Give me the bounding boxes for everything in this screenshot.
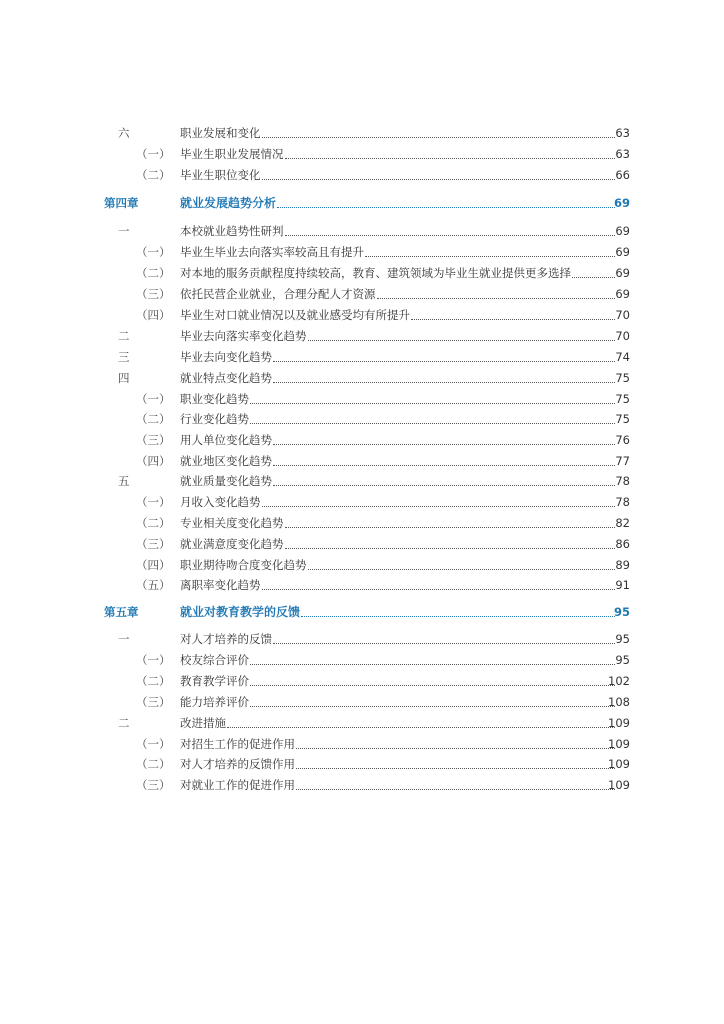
toc-entry-number: （二） bbox=[136, 674, 171, 688]
toc-entry-page: 63 bbox=[615, 126, 630, 140]
toc-entry-page: 76 bbox=[615, 433, 630, 447]
dot-leader bbox=[250, 402, 615, 404]
dot-leader bbox=[377, 297, 616, 299]
toc-entry-title: 就业特点变化趋势 bbox=[180, 371, 272, 385]
toc-entry-number: （三） bbox=[136, 433, 171, 447]
toc-entry-title: 毕业去向落实率变化趋势 bbox=[180, 329, 307, 343]
toc-entry-title: 对人才培养的反馈 bbox=[180, 632, 272, 646]
toc-entry-title: 就业满意度变化趋势 bbox=[180, 537, 284, 551]
toc-entry-title: 对就业工作的促进作用 bbox=[180, 778, 295, 792]
toc-entry-page: 74 bbox=[615, 350, 630, 364]
toc-entry-page: 75 bbox=[615, 412, 630, 426]
toc-entry-number: 一 bbox=[118, 224, 130, 238]
toc-entry-number: （一） bbox=[136, 653, 171, 667]
toc-entry-number: （四） bbox=[136, 308, 171, 322]
toc-entry-body bbox=[180, 433, 630, 447]
toc-entry-number: （三） bbox=[136, 695, 171, 709]
toc-entry-page: 102 bbox=[608, 674, 630, 688]
toc-entry-title: 就业质量变化趋势 bbox=[180, 474, 272, 488]
toc-entry-number: （二） bbox=[136, 168, 171, 182]
toc-entry-page: 86 bbox=[615, 537, 630, 551]
toc-entry-page: 89 bbox=[615, 558, 630, 572]
toc-chapter-entry[interactable] bbox=[100, 194, 630, 212]
toc-entry-body bbox=[180, 168, 630, 182]
toc-entry-title: 职业发展和变化 bbox=[180, 126, 261, 140]
dot-leader bbox=[262, 178, 616, 180]
dot-leader bbox=[285, 547, 616, 549]
toc-entry-body bbox=[180, 695, 630, 709]
toc-entry-page: 95 bbox=[615, 632, 630, 646]
dot-leader bbox=[308, 568, 616, 570]
toc-entry-body bbox=[180, 495, 630, 509]
toc-entry-body bbox=[180, 653, 630, 667]
dot-leader bbox=[273, 464, 615, 466]
toc-entry-body bbox=[180, 757, 630, 771]
dot-leader bbox=[365, 255, 615, 257]
dot-leader bbox=[296, 767, 615, 769]
toc-entry-body bbox=[180, 287, 630, 301]
toc-entry-title: 毕业生毕业去向落实率较高且有提升 bbox=[180, 245, 364, 259]
toc-entry-page: 69 bbox=[615, 287, 630, 301]
toc-entry-page: 69 bbox=[615, 224, 630, 238]
toc-entry-page: 78 bbox=[615, 495, 630, 509]
toc-entry[interactable] bbox=[100, 493, 630, 511]
toc-entry-title: 能力培养评价 bbox=[180, 695, 249, 709]
toc-entry-title: 对招生工作的促进作用 bbox=[180, 737, 295, 751]
toc-entry[interactable] bbox=[100, 124, 630, 142]
toc-entry-page: 75 bbox=[615, 392, 630, 406]
toc-entry[interactable] bbox=[100, 735, 630, 753]
dot-leader bbox=[273, 484, 615, 486]
toc-entry-body bbox=[180, 350, 630, 364]
dot-leader bbox=[250, 663, 615, 665]
toc-entry-page: 109 bbox=[608, 778, 630, 792]
toc-entry-number: 五 bbox=[118, 474, 130, 488]
dot-leader bbox=[285, 234, 616, 236]
toc-entry-number: 二 bbox=[118, 329, 130, 343]
toc-chapter-entry[interactable] bbox=[100, 603, 630, 621]
toc-entry-title: 就业地区变化趋势 bbox=[180, 454, 272, 468]
toc-entry-number: 四 bbox=[118, 371, 130, 385]
dot-leader bbox=[308, 339, 616, 341]
toc-entry-page: 95 bbox=[613, 605, 630, 619]
toc-entry-number: （四） bbox=[136, 558, 171, 572]
toc-entry-page: 66 bbox=[615, 168, 630, 182]
toc-entry-page: 77 bbox=[615, 454, 630, 468]
toc-entry-number: （五） bbox=[136, 578, 171, 592]
toc-entry[interactable] bbox=[100, 714, 630, 732]
toc-entry-number: 一 bbox=[118, 632, 130, 646]
toc-entry[interactable] bbox=[100, 535, 630, 553]
dot-leader bbox=[273, 642, 615, 644]
toc-entry-page: 70 bbox=[615, 308, 630, 322]
toc-entry-title: 对人才培养的反馈作用 bbox=[180, 757, 295, 771]
toc-entry[interactable] bbox=[100, 390, 630, 408]
dot-leader bbox=[273, 360, 615, 362]
toc-entry-number: 二 bbox=[118, 716, 130, 730]
toc-entry-title: 教育教学评价 bbox=[180, 674, 249, 688]
toc-entry[interactable] bbox=[100, 776, 630, 794]
toc-entry[interactable] bbox=[100, 222, 630, 240]
toc-entry-page: 63 bbox=[615, 147, 630, 161]
toc-entry[interactable] bbox=[100, 369, 630, 387]
toc-entry-body bbox=[180, 516, 630, 530]
toc-entry-number: 第四章 bbox=[104, 196, 139, 210]
toc-entry[interactable] bbox=[100, 672, 630, 690]
toc-entry-body bbox=[180, 147, 630, 161]
dot-leader bbox=[250, 705, 615, 707]
toc-entry[interactable] bbox=[100, 327, 630, 345]
toc-entry-title: 对本地的服务贡献程度持续较高，教育、建筑领域为毕业生就业提供更多选择 bbox=[180, 266, 571, 280]
dot-leader bbox=[296, 747, 615, 749]
dot-leader bbox=[277, 206, 615, 208]
toc-entry-page: 70 bbox=[615, 329, 630, 343]
toc-entry[interactable] bbox=[100, 306, 630, 324]
toc-entry-number: （三） bbox=[136, 287, 171, 301]
dot-leader bbox=[262, 588, 616, 590]
toc-entry[interactable] bbox=[100, 145, 630, 163]
toc-entry-title: 用人单位变化趋势 bbox=[180, 433, 272, 447]
toc-entry-body bbox=[180, 245, 630, 259]
toc-entry-body bbox=[180, 674, 630, 688]
toc-entry-body bbox=[180, 578, 630, 592]
toc-entry-title: 就业对教育教学的反馈 bbox=[180, 605, 301, 619]
toc-entry-page: 75 bbox=[615, 371, 630, 385]
toc-entry-number: 第五章 bbox=[104, 605, 139, 619]
toc-entry-body bbox=[180, 558, 630, 572]
toc-entry-page: 82 bbox=[615, 516, 630, 530]
toc-entry-title: 行业变化趋势 bbox=[180, 412, 249, 426]
toc-entry-body bbox=[180, 716, 630, 730]
toc-entry-title: 毕业生职位变化 bbox=[180, 168, 261, 182]
toc-entry-page: 108 bbox=[608, 695, 630, 709]
dot-leader bbox=[250, 684, 615, 686]
toc-entry-page: 69 bbox=[615, 245, 630, 259]
toc-entry-number: （一） bbox=[136, 147, 171, 161]
toc-entry-title: 离职率变化趋势 bbox=[180, 578, 261, 592]
toc-entry-body bbox=[180, 196, 630, 210]
toc-entry[interactable] bbox=[100, 576, 630, 594]
toc-entry-page: 109 bbox=[608, 757, 630, 771]
toc-entry-number: （二） bbox=[136, 412, 171, 426]
toc-entry-number: （二） bbox=[136, 757, 171, 771]
dot-leader bbox=[285, 157, 616, 159]
toc-entry-title: 职业期待吻合度变化趋势 bbox=[180, 558, 307, 572]
toc-entry-page: 78 bbox=[615, 474, 630, 488]
dot-leader bbox=[227, 726, 615, 728]
toc-entry-body bbox=[180, 632, 630, 646]
toc-entry-number: （一） bbox=[136, 495, 171, 509]
toc-entry-body bbox=[180, 392, 630, 406]
toc-entry-number: （一） bbox=[136, 392, 171, 406]
toc-entry-body bbox=[180, 737, 630, 751]
toc-entry-number: （一） bbox=[136, 245, 171, 259]
toc-entry[interactable] bbox=[100, 693, 630, 711]
toc-entry-page: 69 bbox=[615, 266, 630, 280]
toc-entry-title: 月收入变化趋势 bbox=[180, 495, 261, 509]
toc-entry-body bbox=[180, 778, 630, 792]
toc-entry-body bbox=[180, 308, 630, 322]
toc-entry-body bbox=[180, 329, 630, 343]
toc-entry[interactable] bbox=[100, 630, 630, 648]
toc-entry[interactable] bbox=[100, 431, 630, 449]
dot-leader bbox=[273, 381, 615, 383]
toc-entry-page: 109 bbox=[608, 737, 630, 751]
toc-entry-body bbox=[180, 371, 630, 385]
dot-leader bbox=[250, 422, 615, 424]
toc-entry-title: 专业相关度变化趋势 bbox=[180, 516, 284, 530]
toc-entry-body bbox=[180, 537, 630, 551]
toc-entry-number: （三） bbox=[136, 778, 171, 792]
toc-entry-page: 95 bbox=[615, 653, 630, 667]
toc-entry[interactable] bbox=[100, 410, 630, 428]
toc-entry-number: 六 bbox=[118, 126, 130, 140]
toc-entry-body bbox=[180, 454, 630, 468]
toc-entry-number: （二） bbox=[136, 266, 171, 280]
dot-leader bbox=[262, 136, 616, 138]
toc-entry-body bbox=[180, 266, 630, 280]
dot-leader bbox=[262, 505, 616, 507]
toc-entry-body bbox=[180, 224, 630, 238]
toc-entry[interactable] bbox=[100, 755, 630, 773]
toc-entry-body bbox=[180, 412, 630, 426]
toc-entry-body bbox=[180, 605, 630, 619]
toc-entry-page: 91 bbox=[615, 578, 630, 592]
toc-entry[interactable] bbox=[100, 285, 630, 303]
toc-entry[interactable] bbox=[100, 243, 630, 261]
toc-entry-title: 毕业生职业发展情况 bbox=[180, 147, 284, 161]
toc-entry[interactable] bbox=[100, 556, 630, 574]
toc-entry-body bbox=[180, 474, 630, 488]
toc-entry-title: 毕业生对口就业情况以及就业感受均有所提升 bbox=[180, 308, 410, 322]
toc-entry-number: （四） bbox=[136, 454, 171, 468]
toc-entry-number: （一） bbox=[136, 737, 171, 751]
toc-entry[interactable] bbox=[100, 514, 630, 532]
toc-entry-title: 依托民营企业就业，合理分配人才资源 bbox=[180, 287, 376, 301]
toc-entry-page: 109 bbox=[608, 716, 630, 730]
toc-entry-title: 职业变化趋势 bbox=[180, 392, 249, 406]
toc-entry[interactable] bbox=[100, 651, 630, 669]
toc-entry-body bbox=[180, 126, 630, 140]
toc-entry[interactable] bbox=[100, 166, 630, 184]
toc-entry-title: 就业发展趋势分析 bbox=[180, 196, 277, 210]
toc-entry-title: 校友综合评价 bbox=[180, 653, 249, 667]
toc-entry[interactable] bbox=[100, 452, 630, 470]
toc-entry-number: （二） bbox=[136, 516, 171, 530]
toc-entry-title: 改进措施 bbox=[180, 716, 226, 730]
toc-entry-page: 69 bbox=[613, 196, 630, 210]
toc-entry-number: 三 bbox=[118, 350, 130, 364]
toc-entry-title: 本校就业趋势性研判 bbox=[180, 224, 284, 238]
dot-leader bbox=[296, 788, 615, 790]
toc-entry[interactable] bbox=[100, 264, 630, 282]
toc-entry-title: 毕业去向变化趋势 bbox=[180, 350, 272, 364]
toc-entry[interactable] bbox=[100, 472, 630, 490]
dot-leader bbox=[301, 615, 615, 617]
dot-leader bbox=[285, 526, 616, 528]
dot-leader bbox=[411, 318, 615, 320]
toc-entry-number: （三） bbox=[136, 537, 171, 551]
toc-entry[interactable] bbox=[100, 348, 630, 366]
dot-leader bbox=[273, 443, 615, 445]
